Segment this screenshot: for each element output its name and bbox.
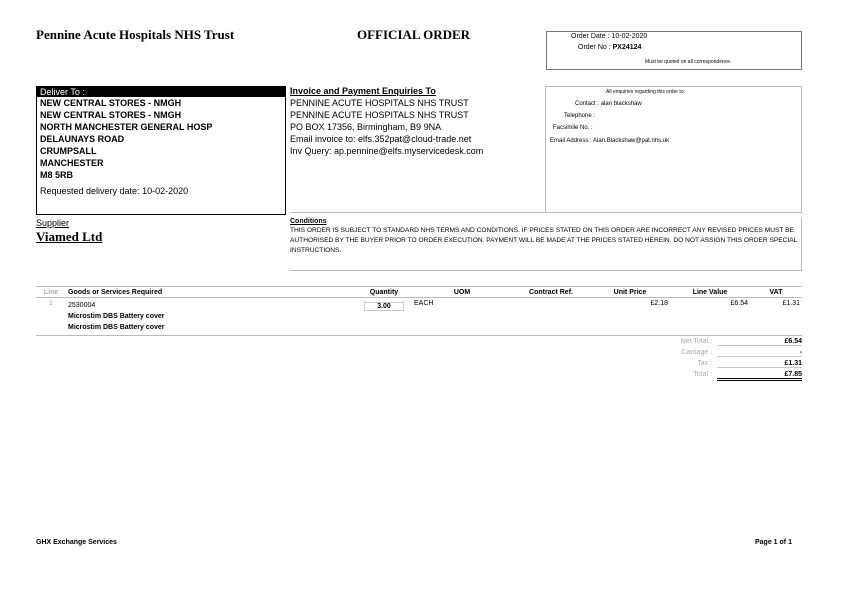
net-total-value: £6.54 — [717, 338, 802, 346]
invoice-email[interactable]: Email invoice to: elfs.352pat@cloud-trade.net — [290, 134, 472, 144]
carriage-value: - — [717, 349, 802, 357]
col-header-line: Line — [36, 287, 66, 298]
grand-total-value: £7.85 — [717, 371, 802, 381]
order-number-row — [578, 44, 641, 51]
col-header-contract: Contract Ref. — [512, 287, 590, 298]
telephone-label: Telephone : — [564, 113, 596, 119]
contact-row — [575, 101, 642, 107]
page-number: Page 1 of 1 — [755, 539, 792, 546]
order-number-value: PX24124 — [612, 44, 642, 51]
deliver-address-line: DELAUNAYS ROAD — [40, 134, 125, 144]
deliver-address-line: M8 5RB — [40, 170, 74, 180]
col-header-line-value: Line Value — [670, 287, 750, 298]
invoice-details — [290, 97, 545, 157]
col-header-vat: VAT — [750, 287, 802, 298]
email-label: Email Address : — [550, 138, 592, 144]
grand-total-label: Total : — [693, 371, 712, 378]
deliver-address-line: CRUMPSALL — [40, 146, 97, 156]
net-total-label: Net Total : — [680, 338, 712, 345]
quantity-value: 3.00 — [364, 302, 404, 311]
product-description: Microstim DBS Battery cover — [68, 313, 165, 320]
totals-block — [640, 338, 802, 382]
contact-value: alan blackshaw — [600, 101, 642, 107]
order-date-label: Order Date : — [571, 33, 610, 40]
conditions-title: Conditions — [290, 218, 327, 225]
telephone-row — [564, 113, 595, 119]
goods-cell — [66, 298, 356, 336]
unit-price-cell: £2.18 — [590, 298, 670, 336]
deliver-address-line: NEW CENTRAL STORES - NMGH — [40, 98, 182, 108]
quantity-cell — [356, 298, 412, 336]
invoice-line: PO BOX 17356, Birmingham, B9 9NA — [290, 122, 442, 132]
order-number-label: Order No : — [578, 44, 611, 51]
carriage-label: Carriage : — [681, 349, 712, 356]
vat-cell: £1.31 — [750, 298, 802, 336]
invoice-enquiries-box — [290, 86, 546, 213]
uom-cell: EACH — [412, 298, 512, 336]
table-header-row — [36, 287, 802, 298]
order-enquiries-box — [546, 86, 802, 213]
col-header-uom: UOM — [412, 287, 512, 298]
order-lines-table — [36, 286, 802, 336]
fax-label: Facsimile No. : — [553, 125, 593, 131]
line-number: 1 — [36, 298, 66, 336]
table-row — [36, 298, 802, 336]
col-header-unit-price: Unit Price — [590, 287, 670, 298]
supplier-name: Viamed Ltd — [36, 229, 103, 244]
email-value[interactable]: Alan.Blackshaw@pat.nhs.uk — [593, 138, 670, 144]
net-total-row — [640, 338, 802, 349]
tax-value: £1.31 — [717, 360, 802, 368]
order-number-note: Must be quoted on all correspondence. — [645, 59, 732, 65]
invoice-title: Invoice and Payment Enquiries To — [290, 86, 436, 96]
contact-label: Contact : — [575, 101, 600, 107]
trust-name: Pennine Acute Hospitals NHS Trust — [36, 27, 235, 42]
deliver-address-line: MANCHESTER — [40, 158, 104, 168]
conditions-text: THIS ORDER IS SUBJECT TO STANDARD NHS TERMS AND CONDITIONS. IF PRICES STATED ON THIS ORDER ARE INCORRECT ANY REVISED PRICES MUST BE AUTHORISED BY THE BUYER PRIOR TO ORDER EXECUTION. PAYMENT WILL BE MADE AT THE PRICES STATED HEREIN. DO NOT ASSIGN THIS ORDER SPECIAL INSTRUCTIONS. — [290, 227, 798, 254]
document-title: OFFICIAL ORDER — [357, 27, 471, 42]
supplier-label: Supplier — [36, 218, 70, 228]
footer-provider: GHX Exchange Services — [36, 539, 117, 546]
order-date-value: 10-02-2020 — [611, 33, 648, 40]
invoice-line: PENNINE ACUTE HOSPITALS NHS TRUST — [290, 98, 469, 108]
product-description-secondary: Microstim DBS Battery cover — [68, 324, 165, 331]
tax-row — [640, 360, 802, 371]
invoice-query-email[interactable]: Inv Query: ap.pennine@elfs.myservicedesk.com — [290, 146, 484, 156]
conditions-box — [290, 218, 802, 271]
enquiries-caption: All enquiries regarding this order to: — [606, 89, 685, 95]
email-row — [550, 138, 669, 144]
contract-ref-cell — [512, 298, 590, 336]
col-header-goods: Goods or Services Required — [66, 287, 356, 298]
requested-delivery-date: Requested delivery date: 10-02-2020 — [40, 186, 189, 196]
grand-total-row — [640, 371, 802, 382]
fax-row — [553, 125, 593, 131]
deliver-address-line: NEW CENTRAL STORES - NMGH — [40, 110, 182, 120]
carriage-row — [640, 349, 802, 360]
col-header-quantity: Quantity — [356, 287, 412, 298]
line-value-cell: £6.54 — [670, 298, 750, 336]
deliver-address-line: NORTH MANCHESTER GENERAL HOSP — [40, 122, 213, 132]
invoice-line: PENNINE ACUTE HOSPITALS NHS TRUST — [290, 110, 469, 120]
deliver-address — [37, 97, 285, 181]
product-code: 2530004 — [68, 302, 96, 309]
deliver-to-box — [36, 86, 286, 215]
order-info-box — [546, 31, 802, 70]
tax-label: Tax : — [697, 360, 712, 367]
order-date-row — [571, 33, 647, 40]
deliver-to-title: Deliver To : — [37, 87, 285, 97]
